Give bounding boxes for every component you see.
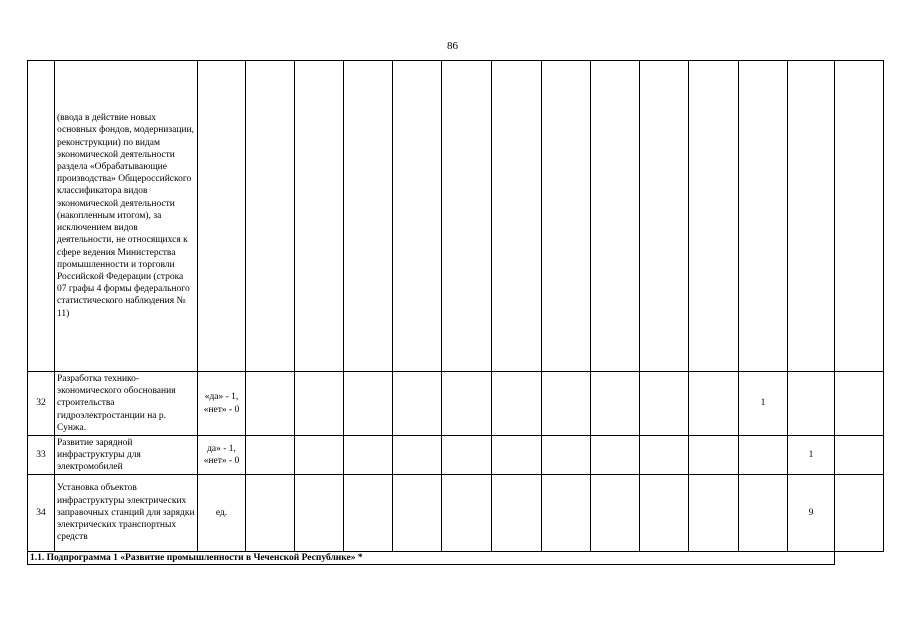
unit-cell bbox=[198, 61, 246, 372]
value-cell bbox=[295, 475, 344, 552]
row-number: 34 bbox=[28, 475, 55, 552]
value-cell bbox=[835, 372, 884, 436]
value-cell bbox=[689, 436, 739, 475]
value-cell bbox=[739, 61, 788, 372]
value-cell bbox=[295, 436, 344, 475]
value-cell bbox=[542, 436, 591, 475]
value-cell bbox=[542, 372, 591, 436]
value-cell bbox=[591, 372, 640, 436]
value-cell bbox=[344, 475, 393, 552]
value-cell bbox=[295, 372, 344, 436]
value-cell bbox=[442, 475, 492, 552]
value-cell bbox=[640, 61, 689, 372]
value-cell bbox=[246, 372, 295, 436]
value-cell bbox=[295, 61, 344, 372]
table-row bbox=[28, 372, 884, 436]
value-cell bbox=[344, 436, 393, 475]
unit-cell: да» - 1, «нет» - 0 bbox=[198, 436, 246, 475]
value-cell bbox=[640, 436, 689, 475]
value-cell bbox=[689, 475, 739, 552]
subprogram-row bbox=[28, 552, 884, 565]
value-cell bbox=[393, 372, 442, 436]
row-number: 33 bbox=[28, 436, 55, 475]
value-cell bbox=[246, 475, 295, 552]
indicator-name: Развитие зарядной инфраструктуры для электромобилей bbox=[55, 436, 198, 475]
value-cell bbox=[246, 61, 295, 372]
row-number: 32 bbox=[28, 372, 55, 436]
indicator-name: Установка объектов инфраструктуры электрических заправочных станций для зарядки электрических транспортных средств bbox=[55, 475, 198, 552]
table-row bbox=[28, 436, 884, 475]
value-cell bbox=[393, 436, 442, 475]
value-cell bbox=[393, 61, 442, 372]
value-cell bbox=[246, 436, 295, 475]
value-cell bbox=[591, 436, 640, 475]
value-cell bbox=[835, 475, 884, 552]
unit-cell: «да» - 1, «нет» - 0 bbox=[198, 372, 246, 436]
value-cell bbox=[591, 475, 640, 552]
value-cell: 9 bbox=[788, 475, 835, 552]
value-cell bbox=[492, 436, 542, 475]
value-cell bbox=[835, 436, 884, 475]
unit-cell: ед. bbox=[198, 475, 246, 552]
value-cell bbox=[344, 61, 393, 372]
indicator-name: Разработка технико-экономического обоснования строительства гидроэлектростанции на р. Сунжа. bbox=[55, 372, 198, 436]
subprogram-header: 1.1. Подпрограмма 1 «Развитие промышленности в Чеченской Республике» * bbox=[28, 552, 835, 565]
page-number: 86 bbox=[447, 40, 458, 52]
indicators-table bbox=[27, 60, 884, 565]
table-row bbox=[28, 61, 884, 372]
value-cell bbox=[788, 61, 835, 372]
value-cell bbox=[442, 61, 492, 372]
value-cell bbox=[492, 61, 542, 372]
value-cell bbox=[640, 372, 689, 436]
value-cell bbox=[442, 372, 492, 436]
value-cell bbox=[344, 372, 393, 436]
value-cell bbox=[788, 372, 835, 436]
value-cell bbox=[492, 372, 542, 436]
value-cell bbox=[689, 372, 739, 436]
value-cell bbox=[640, 475, 689, 552]
value-cell bbox=[542, 475, 591, 552]
indicator-name: (ввода в действие новых основных фондов, модернизации, реконструкции) по видам экономической деятельности раздела «Обрабатывающие производства» Общероссийского классификатора видов экономической деятельности (накопленным итогом), за исключением видов деятельности, не относящихся к сфере ведения Министерства промышленности и торговли Российской Федерации (строка 07 графы 4 формы федерального статистического наблюдения № 11) bbox=[55, 61, 198, 372]
value-cell bbox=[591, 61, 640, 372]
value-cell bbox=[689, 61, 739, 372]
value-cell bbox=[739, 475, 788, 552]
value-cell bbox=[835, 61, 884, 372]
value-cell bbox=[492, 475, 542, 552]
value-cell bbox=[542, 61, 591, 372]
value-cell bbox=[442, 436, 492, 475]
value-cell: 1 bbox=[788, 436, 835, 475]
value-cell bbox=[739, 436, 788, 475]
value-cell bbox=[393, 475, 442, 552]
row-number bbox=[28, 61, 55, 372]
table-row bbox=[28, 475, 884, 552]
value-cell: 1 bbox=[739, 372, 788, 436]
